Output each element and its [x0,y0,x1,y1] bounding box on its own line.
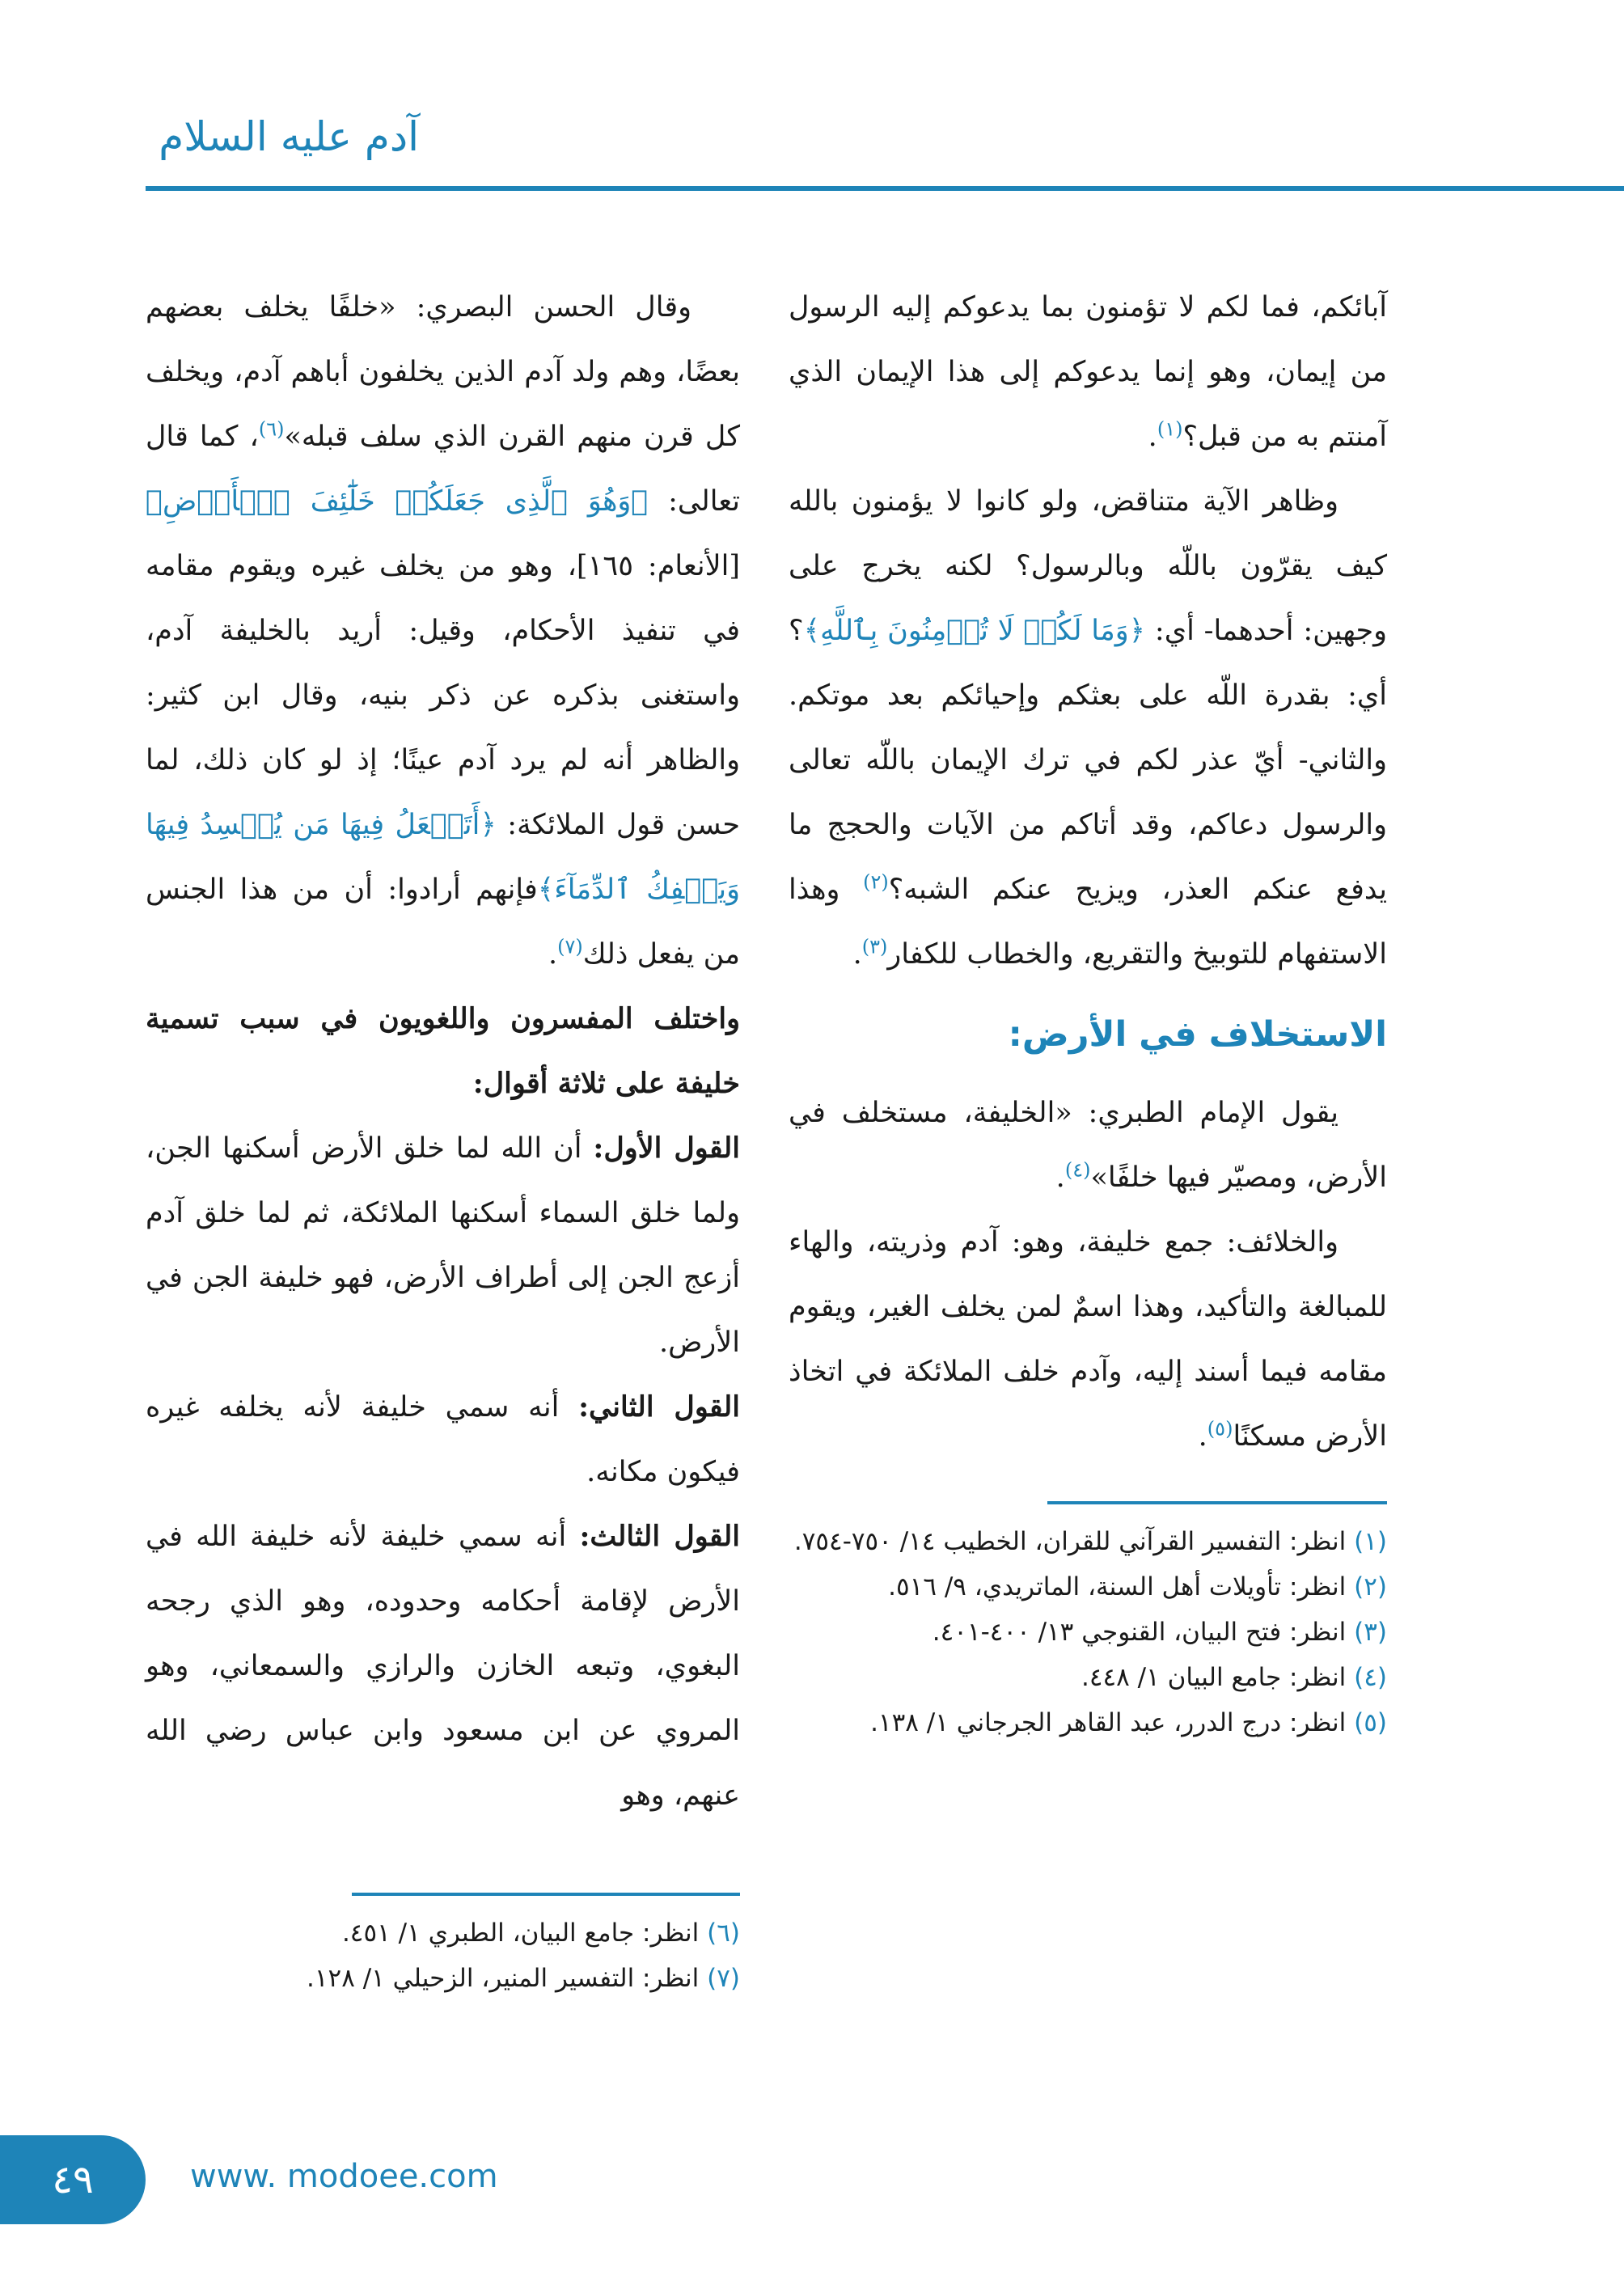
footnote-ref[interactable]: (٧) [557,935,583,958]
footnote-divider [352,1893,740,1896]
footnote-ref[interactable]: (١) [1157,417,1183,441]
page-number: ٤٩ [0,2135,146,2224]
quran-verse: ﴿وَمَا لَكُمۡ لَا تُؤۡمِنُونَ بِٱللَّهِ﴾ [803,615,1146,647]
header-rule [146,186,1624,191]
paragraph: وظاهر الآية متناقض، ولو كانوا لا يؤمنون بالله كيف يقرّون باللّه وبالرسول؟ لكنه يخرج على وجهين: أحدهما- أي: ﴿وَمَا لَكُمۡ لَا تُؤۡمِنُونَ بِٱللَّهِ﴾؟ أي: بقدرة اللّه على بعثكم وإحيائكم بعد موتكم. والثاني- أيّ عذر لكم في ترك الإيمان باللّه تعالى والرسول دعاكم، وقد أتاكم من الآيات والحجج ما يدفع عنكم العذر، ويزيح عنكم الشبه؟$^{(٢)}$ وهذا الاستفهام للتوبيخ والتقريع، والخطاب للكفار$^{(٣)}$. [789,485,1387,971]
footnotes [146,1910,740,2001]
paragraph: القول الأول: أن الله لما خلق الأرض أسكنها الجن، ولما خلق السماء أسكنها الملائكة، ثم لما خلق آدم أزعج الجن إلى أطراف الأرض، فهو خليفة الجن في الأرض. [146,1132,740,1359]
page-title: آدم عليه السلام [159,113,419,160]
footnotes [789,1519,1387,1745]
paragraph-bold: واختلف المفسرون واللغويون في سبب تسمية خليفة على ثلاثة أقوال: [146,1002,740,1100]
footnote: (٢) انظر: تأويلات أهل السنة، الماتريدي، ٩/ ٥١٦. [888,1572,1387,1601]
right-column [789,275,1387,1745]
footnote-ref[interactable]: (٢) [863,870,889,894]
footnote: (٣) انظر: فتح البيان، القنوجي ١٣/ ٤٠٠-٤٠١. [932,1618,1387,1647]
footnote: (٤) انظر: جامع البيان ١/ ٤٤٨. [1081,1663,1387,1692]
quran-verse: ﴿أَتَجۡعَلُ فِيهَا مَن يُفۡسِدُ فِيهَا وَيَسۡفِكُ ٱلدِّمَآءَ﴾ [146,809,740,906]
paragraph: والخلائف: جمع خليفة، وهو: آدم وذريته، والهاء للمبالغة والتأكيد، وهذا اسمٌ لمن يخلف الغير، ويقوم مقامه فيما أسند إليه، وآدم خلف الملائكة في اتخاذ الأرض مسكنًا$^{(٥)}$. [789,1226,1387,1453]
footnote-ref[interactable]: (٤) [1064,1158,1091,1182]
paragraph: يقول الإمام الطبري: «الخليفة، مستخلف في الأرض، ومصيّر فيها خلفًا»$^{(٤)}$. [789,1097,1387,1194]
paragraph: القول الثالث: أنه سمي خليفة لأنه خليفة الله في الأرض لإقامة أحكامه وحدوده، وهو الذي رجحه البغوي، وتبعه الخازن والرازي والسمعاني، وهو المروي عن ابن مسعود وابن عباس رضي الله عنهم، وهو [146,1520,740,1812]
footnote: (١) انظر: التفسير القرآني للقران، الخطيب ١٤/ ٧٥٠-٧٥٤. [793,1527,1387,1556]
footnote: (٦) انظر: جامع البيان، الطبري ١/ ٤٥١. [341,1919,740,1948]
quran-verse: ﴿وَهُوَ ٱلَّذِى جَعَلَكُمۡ خَلَٰٓئِفَ ٱلۡأَرۡضِ﴾ [146,485,649,518]
footnote: (٥) انظر: درج الدرر، عبد القاهر الجرجاني ١/ ١٣٨. [870,1708,1387,1737]
paragraph: وقال الحسن البصري: «خلفًا يخلف بعضهم بعضًا، وهم ولد آدم الذين يخلفون أباهم آدم، ويخلف كل قرن منهم القرن الذي سلف قبله»$^{(٦)}$، كما قال تعالى: ﴿وَهُوَ ٱلَّذِى جَعَلَكُمۡ خَلَٰٓئِفَ ٱلۡأَرۡضِ﴾ [الأنعام: ١٦٥]، وهو من يخلف غيره ويقوم مقامه في تنفيذ الأحكام، وقيل: أريد بالخليفة آدم، واستغنى بذكره عن ذكر بنيه، وقال ابن كثير: والظاهر أنه لم يرد آدم عينًا؛ إذ لو كان ذلك، لما حسن قول الملائكة: ﴿أَتَجۡعَلُ فِيهَا مَن يُفۡسِدُ فِيهَا وَيَسۡفِكُ ٱلدِّمَآءَ﴾فإنهم أرادوا: أن من هذا الجنس من يفعل ذلك$^{(٧)}$. [146,291,740,971]
footnote-ref[interactable]: (٣) [861,935,888,958]
footnote: (٧) انظر: التفسير المنير، الزحيلي ١/ ١٢٨. [307,1964,740,1993]
section-heading: الاستخلاف في الأرض: [1008,1014,1387,1055]
footnote-divider [1047,1501,1387,1504]
footnote-ref[interactable]: (٥) [1207,1417,1233,1441]
website-link[interactable]: www. modoee.com [190,2158,498,2195]
footnote-ref[interactable]: (٦) [258,417,285,441]
left-column [146,275,740,2001]
paragraph: القول الثاني: أنه سمي خليفة لأنه يخلفه غيره فيكون مكانه. [146,1390,740,1488]
paragraph: آبائكم، فما لكم لا تؤمنون بما يدعوكم إليه الرسول من إيمان، وهو إنما يدعوكم إلى هذا الإيمان الذي آمنتم به من قبل؟$^{(١)}$. [789,291,1387,453]
